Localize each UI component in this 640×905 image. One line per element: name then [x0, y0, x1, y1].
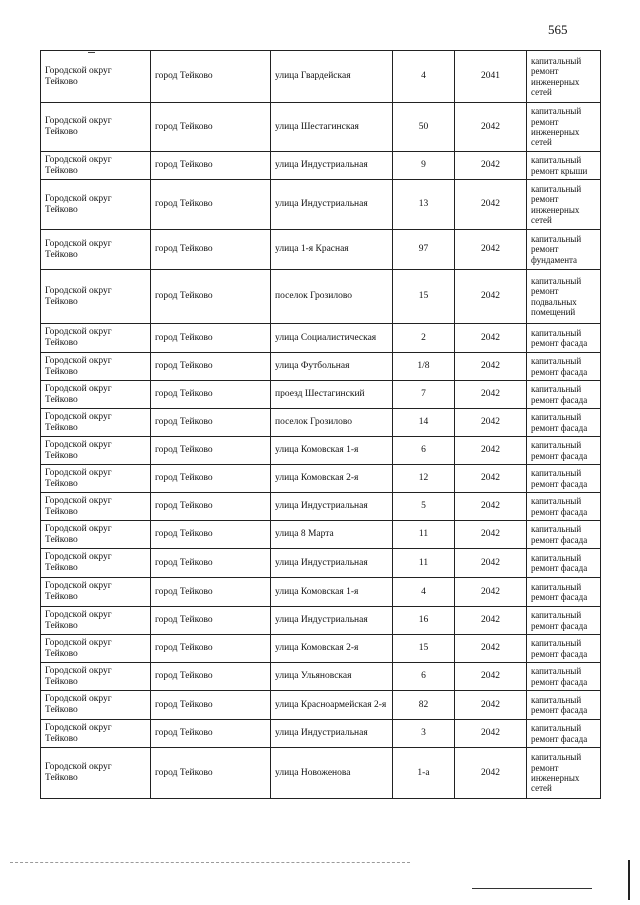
year-cell: 2042 [455, 270, 527, 324]
year-cell: 2042 [455, 578, 527, 607]
street-cell: поселок Грозилово [271, 270, 393, 324]
table-body [41, 51, 601, 799]
year-cell: 2042 [455, 409, 527, 437]
table-row [41, 663, 601, 691]
municipality-cell: Городской округ Тейково [41, 465, 151, 493]
house-number-cell: 7 [393, 381, 455, 409]
settlement-cell: город Тейково [151, 437, 271, 465]
year-cell: 2042 [455, 465, 527, 493]
table-row [41, 493, 601, 521]
table-row [41, 270, 601, 324]
table-row [41, 521, 601, 549]
year-cell: 2042 [455, 607, 527, 635]
street-cell: улица Индустриальная [271, 607, 393, 635]
settlement-cell: город Тейково [151, 103, 271, 152]
work-type-cell: капитальный ремонт инженерных сетей [527, 51, 601, 103]
work-type-cell: капитальный ремонт фасада [527, 549, 601, 578]
settlement-cell: город Тейково [151, 578, 271, 607]
table-row [41, 353, 601, 381]
municipality-cell: Городской округ Тейково [41, 51, 151, 103]
year-cell: 2042 [455, 549, 527, 578]
street-cell: улица Ульяновская [271, 663, 393, 691]
settlement-cell: город Тейково [151, 663, 271, 691]
table-row [41, 549, 601, 578]
year-cell: 2042 [455, 635, 527, 663]
settlement-cell: город Тейково [151, 493, 271, 521]
house-number-cell: 11 [393, 521, 455, 549]
work-type-cell: капитальный ремонт фасада [527, 465, 601, 493]
municipality-cell: Городской округ Тейково [41, 607, 151, 635]
house-number-cell: 4 [393, 578, 455, 607]
year-cell: 2042 [455, 103, 527, 152]
work-type-cell: капитальный ремонт фасада [527, 521, 601, 549]
work-type-cell: капитальный ремонт инженерных сетей [527, 180, 601, 230]
municipality-cell: Городской округ Тейково [41, 663, 151, 691]
table-row [41, 180, 601, 230]
street-cell: улица Новоженова [271, 748, 393, 799]
house-number-cell: 4 [393, 51, 455, 103]
street-cell: улица 8 Марта [271, 521, 393, 549]
year-cell: 2042 [455, 748, 527, 799]
settlement-cell: город Тейково [151, 549, 271, 578]
municipality-cell: Городской округ Тейково [41, 748, 151, 799]
table-row [41, 465, 601, 493]
municipality-cell: Городской округ Тейково [41, 103, 151, 152]
house-number-cell: 6 [393, 437, 455, 465]
settlement-cell: город Тейково [151, 180, 271, 230]
house-number-cell: 15 [393, 635, 455, 663]
year-cell: 2042 [455, 180, 527, 230]
house-number-cell: 97 [393, 230, 455, 270]
settlement-cell: город Тейково [151, 353, 271, 381]
scan-edge-mark [628, 860, 630, 900]
scan-noise-line [10, 862, 410, 863]
settlement-cell: город Тейково [151, 230, 271, 270]
year-cell: 2042 [455, 691, 527, 720]
street-cell: улица Индустриальная [271, 180, 393, 230]
street-cell: поселок Грозилово [271, 409, 393, 437]
settlement-cell: город Тейково [151, 152, 271, 180]
table-row [41, 607, 601, 635]
street-cell: улица Социалистическая [271, 324, 393, 353]
municipality-cell: Городской округ Тейково [41, 381, 151, 409]
table-row [41, 381, 601, 409]
municipality-cell: Городской округ Тейково [41, 180, 151, 230]
page-number: 565 [548, 22, 568, 37]
work-type-cell: капитальный ремонт фасада [527, 409, 601, 437]
year-cell: 2042 [455, 230, 527, 270]
house-number-cell: 1/8 [393, 353, 455, 381]
table-row [41, 437, 601, 465]
municipality-cell: Городской округ Тейково [41, 409, 151, 437]
street-cell: улица Комовская 1-я [271, 578, 393, 607]
municipality-cell: Городской округ Тейково [41, 152, 151, 180]
municipality-cell: Городской округ Тейково [41, 635, 151, 663]
settlement-cell: город Тейково [151, 381, 271, 409]
year-cell: 2042 [455, 353, 527, 381]
street-cell: улица Индустриальная [271, 152, 393, 180]
work-type-cell: капитальный ремонт фасада [527, 635, 601, 663]
work-type-cell: капитальный ремонт фасада [527, 437, 601, 465]
work-type-cell: капитальный ремонт фасада [527, 691, 601, 720]
year-cell: 2042 [455, 381, 527, 409]
table-row [41, 720, 601, 748]
street-cell: улица Шестагинская [271, 103, 393, 152]
table-row [41, 103, 601, 152]
municipality-cell: Городской округ Тейково [41, 437, 151, 465]
work-type-cell: капитальный ремонт фасада [527, 663, 601, 691]
street-cell: улица Комовская 2-я [271, 635, 393, 663]
table-row [41, 635, 601, 663]
street-cell: улица Комовская 2-я [271, 465, 393, 493]
settlement-cell: город Тейково [151, 465, 271, 493]
municipality-cell: Городской округ Тейково [41, 578, 151, 607]
municipality-cell: Городской округ Тейково [41, 270, 151, 324]
settlement-cell: город Тейково [151, 409, 271, 437]
street-cell: улица 1-я Красная [271, 230, 393, 270]
street-cell: улица Комовская 1-я [271, 437, 393, 465]
work-type-cell: капитальный ремонт инженерных сетей [527, 103, 601, 152]
municipality-cell: Городской округ Тейково [41, 720, 151, 748]
house-number-cell: 15 [393, 270, 455, 324]
year-cell: 2042 [455, 720, 527, 748]
table-row [41, 230, 601, 270]
street-cell: улица Индустриальная [271, 493, 393, 521]
street-cell: проезд Шестагинский [271, 381, 393, 409]
work-type-cell: капитальный ремонт крыши [527, 152, 601, 180]
work-type-cell: капитальный ремонт фасада [527, 324, 601, 353]
house-number-cell: 9 [393, 152, 455, 180]
settlement-cell: город Тейково [151, 720, 271, 748]
municipality-cell: Городской округ Тейково [41, 521, 151, 549]
settlement-cell: город Тейково [151, 521, 271, 549]
year-cell: 2042 [455, 663, 527, 691]
house-number-cell: 6 [393, 663, 455, 691]
table-row [41, 152, 601, 180]
street-cell: улица Индустриальная [271, 720, 393, 748]
municipality-cell: Городской округ Тейково [41, 493, 151, 521]
municipality-cell: Городской округ Тейково [41, 691, 151, 720]
street-cell: улица Гвардейская [271, 51, 393, 103]
house-number-cell: 5 [393, 493, 455, 521]
street-cell: улица Футбольная [271, 353, 393, 381]
signature-rule [472, 888, 592, 889]
work-type-cell: капитальный ремонт фасада [527, 720, 601, 748]
year-cell: 2042 [455, 152, 527, 180]
work-type-cell: капитальный ремонт фасада [527, 493, 601, 521]
year-cell: 2042 [455, 437, 527, 465]
settlement-cell: город Тейково [151, 748, 271, 799]
year-cell: 2041 [455, 51, 527, 103]
work-type-cell: капитальный ремонт фасада [527, 353, 601, 381]
house-number-cell: 13 [393, 180, 455, 230]
street-cell: улица Индустриальная [271, 549, 393, 578]
year-cell: 2042 [455, 521, 527, 549]
municipality-cell: Городской округ Тейково [41, 353, 151, 381]
table-row [41, 324, 601, 353]
settlement-cell: город Тейково [151, 691, 271, 720]
year-cell: 2042 [455, 324, 527, 353]
work-type-cell: капитальный ремонт подвальных помещений [527, 270, 601, 324]
municipality-cell: Городской округ Тейково [41, 549, 151, 578]
house-number-cell: 2 [393, 324, 455, 353]
year-cell: 2042 [455, 493, 527, 521]
settlement-cell: город Тейково [151, 270, 271, 324]
municipality-cell: Городской округ Тейково [41, 230, 151, 270]
table-row [41, 578, 601, 607]
work-type-cell: капитальный ремонт фасада [527, 607, 601, 635]
settlement-cell: город Тейково [151, 635, 271, 663]
house-number-cell: 16 [393, 607, 455, 635]
table-row [41, 51, 601, 103]
table-row [41, 691, 601, 720]
work-type-cell: капитальный ремонт инженерных сетей [527, 748, 601, 799]
housing-repair-table [40, 50, 601, 799]
house-number-cell: 50 [393, 103, 455, 152]
street-cell: улица Красноармейская 2-я [271, 691, 393, 720]
municipality-cell: Городской округ Тейково [41, 324, 151, 353]
house-number-cell: 14 [393, 409, 455, 437]
settlement-cell: город Тейково [151, 607, 271, 635]
work-type-cell: капитальный ремонт фундамента [527, 230, 601, 270]
table-row [41, 748, 601, 799]
house-number-cell: 1-а [393, 748, 455, 799]
settlement-cell: город Тейково [151, 51, 271, 103]
settlement-cell: город Тейково [151, 324, 271, 353]
work-type-cell: капитальный ремонт фасада [527, 381, 601, 409]
table-row [41, 409, 601, 437]
house-number-cell: 11 [393, 549, 455, 578]
house-number-cell: 12 [393, 465, 455, 493]
work-type-cell: капитальный ремонт фасада [527, 578, 601, 607]
house-number-cell: 3 [393, 720, 455, 748]
scan-mark-top [88, 52, 95, 53]
house-number-cell: 82 [393, 691, 455, 720]
